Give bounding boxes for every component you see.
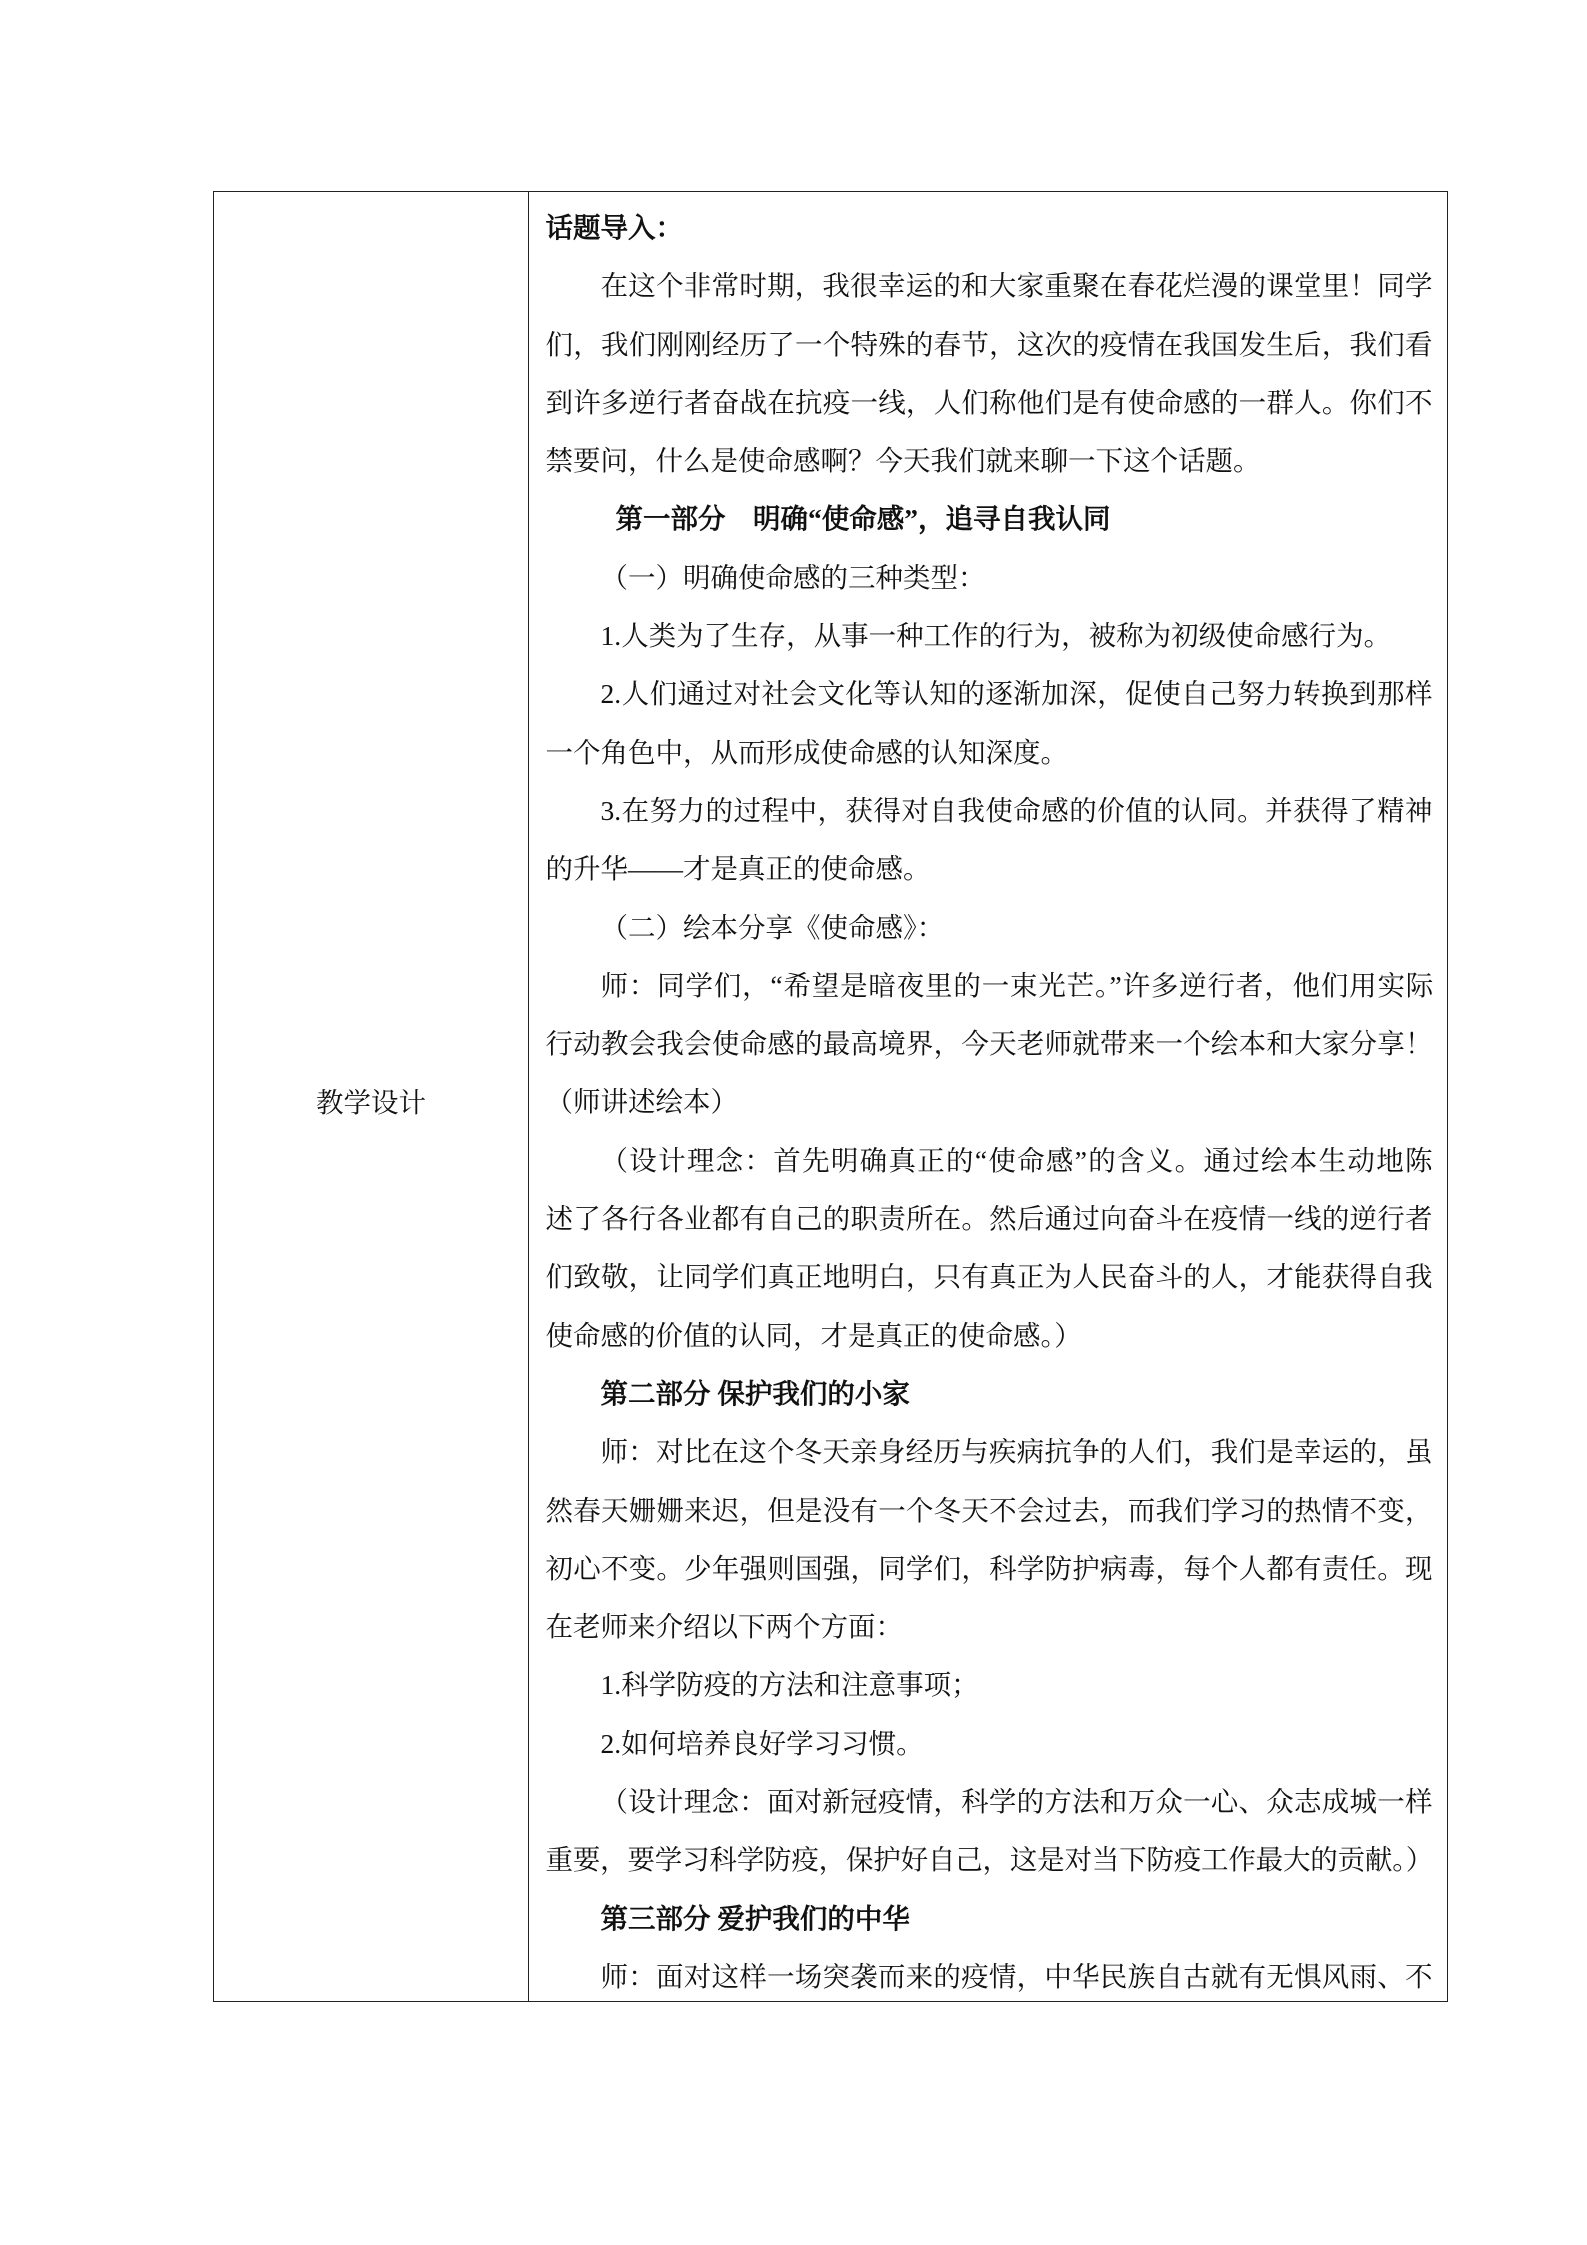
list-item: 1.人类为了生存，从事一种工作的行为，被称为初级使命感行为。 <box>600 620 1392 652</box>
list-item: 2.如何培养良好学习习惯。 <box>600 1727 924 1759</box>
paragraph-line: 师：对比在这个冬天亲身经历与疾病抗争的人们，我们是幸运的，虽 <box>600 1436 1433 1468</box>
paragraph-line: 们致敬，让同学们真正地明白，只有真正为人民奋斗的人，才能获得自我 <box>545 1261 1433 1293</box>
paragraph-line: （设计理念：首先明确真正的“使命感”的含义。通过绘本生动地陈 <box>600 1144 1433 1176</box>
intro-section <box>546 199 1433 490</box>
paragraph-line: 师：同学们，“希望是暗夜里的一束光芒。”许多逆行者，他们用实际 <box>600 969 1433 1001</box>
part2-heading: 第二部分 保护我们的小家 <box>600 1377 910 1409</box>
design-note-paragraph <box>546 1132 1433 1365</box>
paragraph-line: 述了各行各业都有自己的职责所在。然后通过向奋斗在疫情一线的逆行者 <box>545 1203 1433 1235</box>
paragraph-line: 到许多逆行者奋战在抗疫一线，人们称他们是有使命感的一群人。你们不 <box>545 386 1433 418</box>
subsection2-heading: （二）绘本分享《使命感》： <box>600 911 945 943</box>
list-item: 1.科学防疫的方法和注意事项； <box>600 1669 979 1701</box>
list-item <box>546 665 1433 782</box>
paragraph-line: 2.人们通过对社会文化等认知的逐渐加深，促使自己努力转换到那样 <box>600 678 1433 710</box>
paragraph-line: 行动教会我会使命感的最高境界，今天老师就带来一个绘本和大家分享！ <box>545 1028 1433 1060</box>
part3-heading: 第三部分 爱护我们的中华 <box>600 1902 910 1934</box>
paragraph-line: 初心不变。少年强则国强，同学们，科学防护病毒，每个人都有责任。现 <box>545 1552 1433 1584</box>
paragraph-line: 禁要问，什么是使命感啊？今天我们就来聊一下这个话题。 <box>545 445 1261 477</box>
paragraph-line: 然春天姗姗来迟，但是没有一个冬天不会过去，而我们学习的热情不变， <box>545 1494 1433 1526</box>
row-label-cell <box>214 192 529 2001</box>
paragraph-line: 在这个非常时期，我很幸运的和大家重聚在春花烂漫的课堂里！同学 <box>600 270 1433 302</box>
paragraph-line: 的升华——才是真正的使命感。 <box>545 853 931 885</box>
paragraph-line: 3.在努力的过程中，获得对自我使命感的价值的认同。并获得了精神 <box>600 794 1433 826</box>
teacher-paragraph <box>546 957 1433 1132</box>
intro-heading: 话题导入： <box>545 212 683 243</box>
lesson-plan-table <box>213 191 1448 2002</box>
content-cell <box>529 192 1447 2001</box>
part3-section <box>546 1890 1433 2001</box>
part1-section <box>546 490 1433 1364</box>
paragraph-line: （师讲述绘本） <box>545 1086 738 1118</box>
paragraph-line: 重要，要学习科学防疫，保护好自己，这是对当下防疫工作最大的贡献。） <box>545 1844 1433 1876</box>
paragraph-line: 在老师来介绍以下两个方面： <box>545 1611 903 1643</box>
paragraph-line: 使命感的价值的认同，才是真正的使命感。） <box>545 1319 1082 1351</box>
teacher-paragraph <box>546 1423 1433 1656</box>
teacher-paragraph <box>546 1948 1433 2001</box>
paragraph-line: 师：面对这样一场突袭而来的疫情，中华民族自古就有无惧风雨、不 <box>600 1960 1433 1992</box>
subsection1-heading: （一）明确使命感的三种类型： <box>600 561 986 593</box>
paragraph-line: 们，我们刚刚经历了一个特殊的春节，这次的疫情在我国发生后，我们看 <box>545 328 1433 360</box>
list-item <box>546 782 1433 899</box>
part1-heading: 第一部分 明确“使命感”，追寻自我认同 <box>615 503 1111 535</box>
paragraph-line: （设计理念：面对新冠疫情，科学的方法和万众一心、众志成城一样 <box>600 1786 1433 1818</box>
intro-paragraph <box>546 257 1433 490</box>
part2-section <box>546 1365 1433 1890</box>
row-label: 教学设计 <box>316 1086 426 1118</box>
design-note-paragraph <box>546 1773 1433 1890</box>
paragraph-line: 一个角色中，从而形成使命感的认知深度。 <box>545 736 1068 768</box>
